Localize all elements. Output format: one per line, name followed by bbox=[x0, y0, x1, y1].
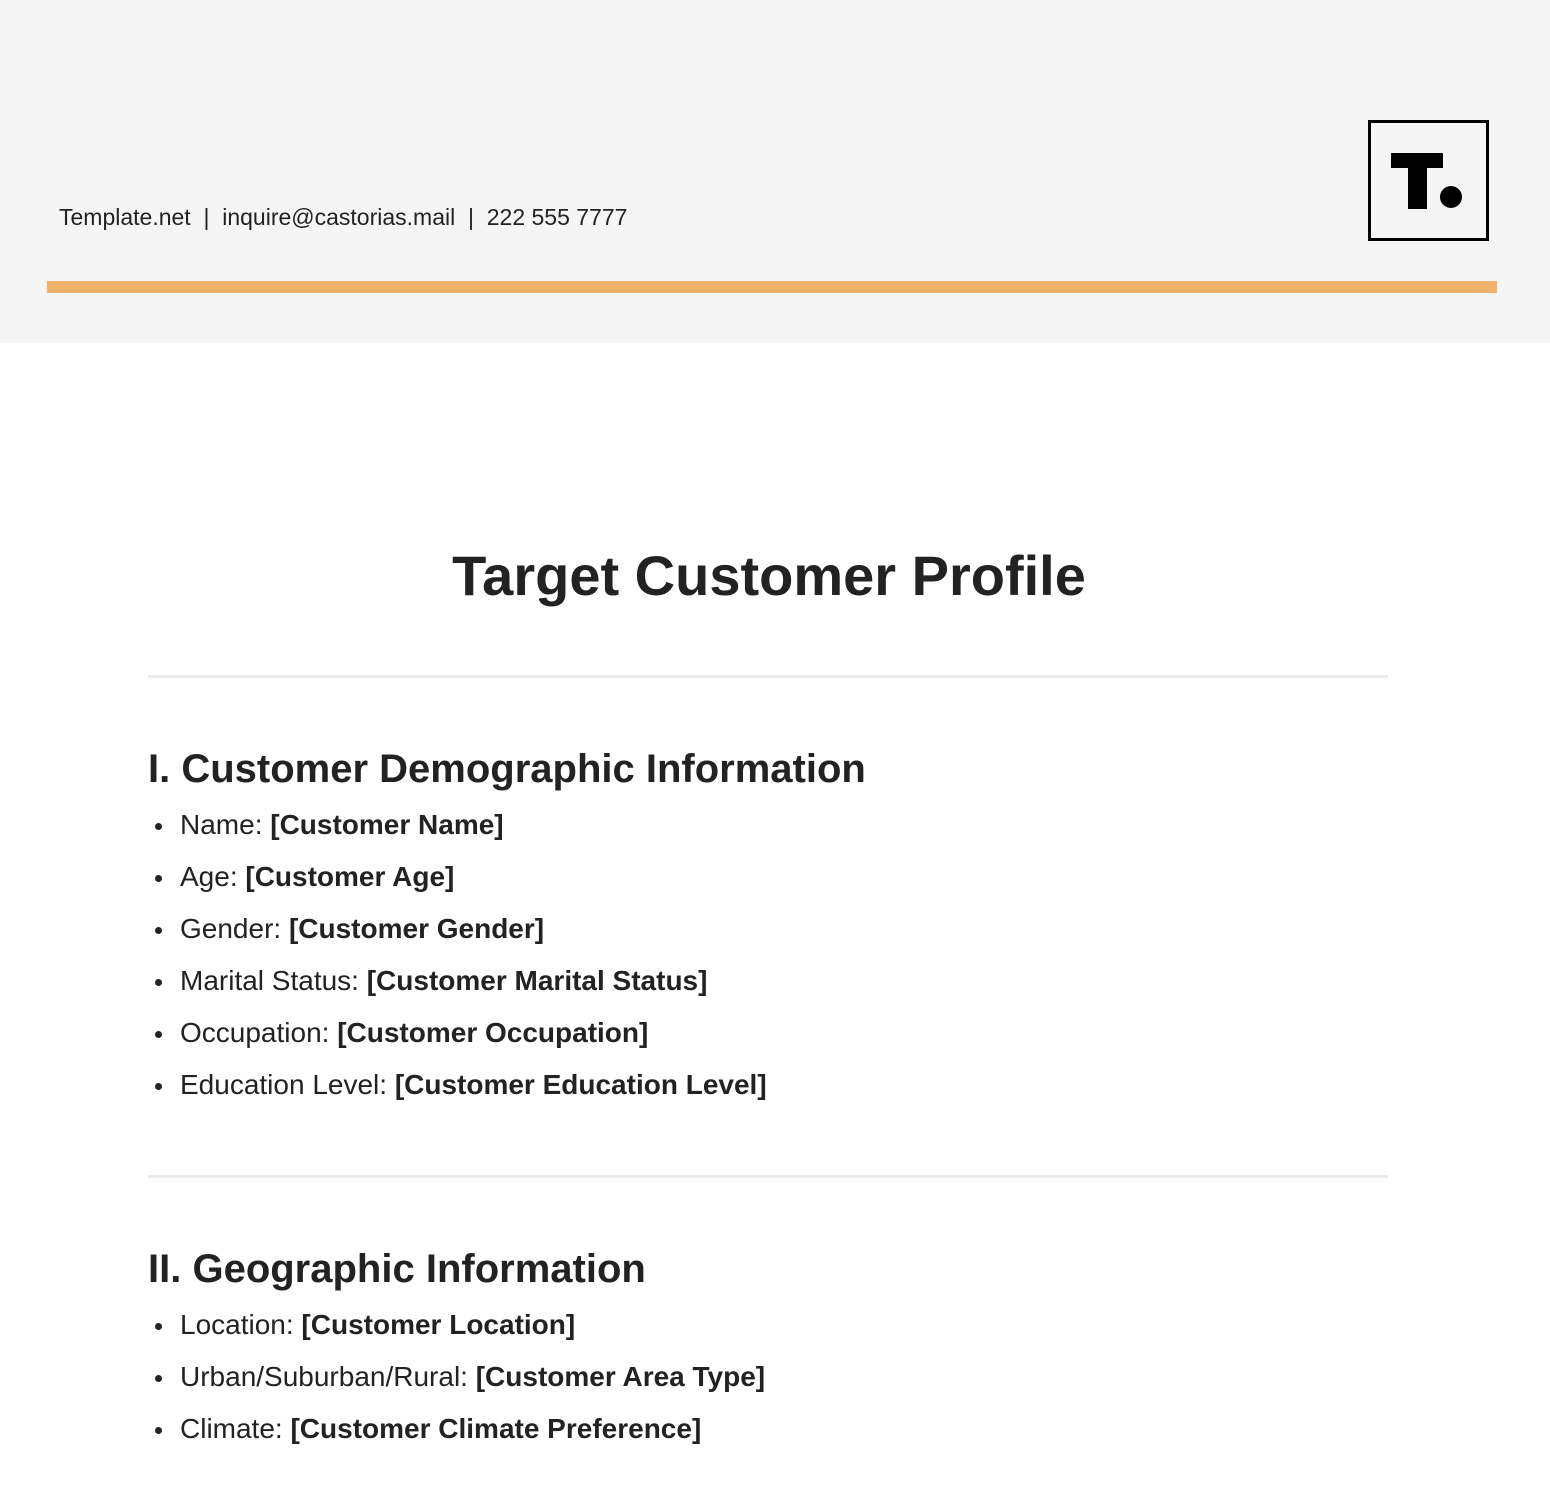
contact-info: Template.net | inquire@castorias.mail | 222 555 7777 bbox=[59, 204, 628, 230]
list-item: Name: [Customer Name] bbox=[180, 799, 767, 851]
template-logo bbox=[1368, 120, 1489, 241]
divider bbox=[148, 675, 1388, 678]
section-heading-demographic: I. Customer Demographic Information bbox=[148, 747, 866, 791]
list-item: Location: [Customer Location] bbox=[180, 1299, 765, 1351]
divider bbox=[148, 1175, 1388, 1178]
list-item: Education Level: [Customer Education Level] bbox=[180, 1059, 767, 1111]
list-item: Marital Status: [Customer Marital Status] bbox=[180, 955, 767, 1007]
demographic-list bbox=[180, 799, 767, 1111]
page-header bbox=[0, 0, 1550, 343]
accent-divider bbox=[47, 281, 1497, 293]
list-item: Occupation: [Customer Occupation] bbox=[180, 1007, 767, 1059]
list-item: Age: [Customer Age] bbox=[180, 851, 767, 903]
list-item: Climate: [Customer Climate Preference] bbox=[180, 1403, 765, 1455]
list-item: Gender: [Customer Gender] bbox=[180, 903, 767, 955]
list-item: Urban/Suburban/Rural: [Customer Area Type] bbox=[180, 1351, 765, 1403]
page-title: Target Customer Profile bbox=[452, 544, 1086, 607]
section-heading-geographic: II. Geographic Information bbox=[148, 1247, 646, 1291]
geographic-list bbox=[180, 1299, 765, 1455]
